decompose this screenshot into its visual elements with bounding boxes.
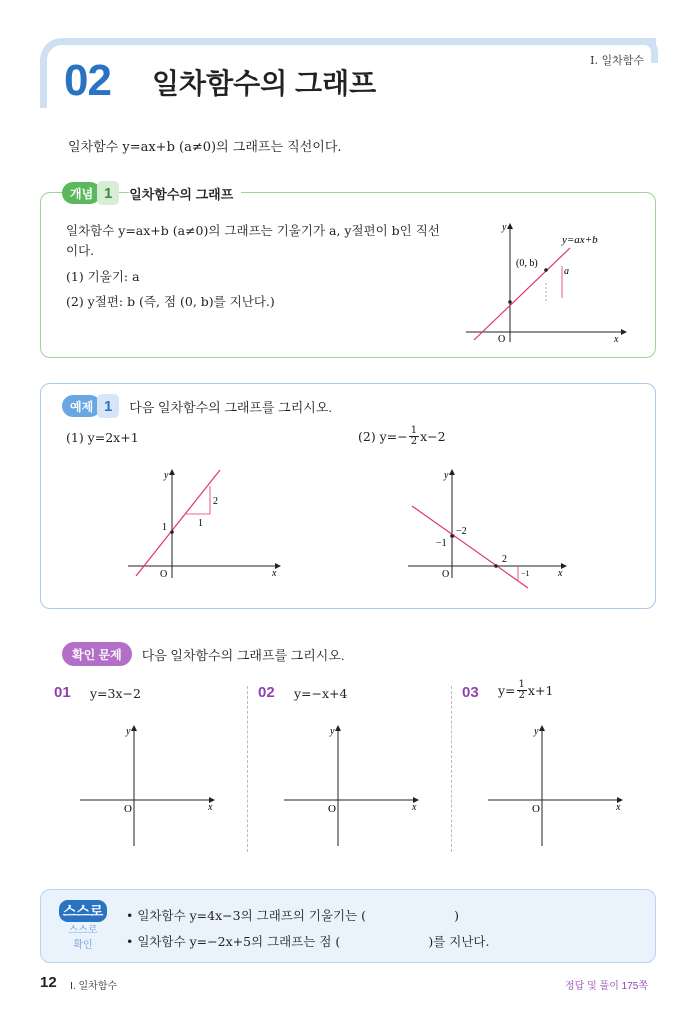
fraction-numerator: 1 bbox=[410, 425, 418, 436]
svg-text:y: y bbox=[164, 470, 169, 481]
graph-line bbox=[412, 506, 528, 588]
concept-line-1: 일차함수 y=ax+b (a≠0)의 그래프는 기울기가 a, y절편이 b인 직선 bbox=[66, 223, 440, 238]
svg-text:O: O bbox=[442, 569, 450, 580]
section-number: 02 bbox=[64, 56, 111, 105]
blank-axes-1 bbox=[78, 722, 218, 848]
graph-line-label: y=ax+b bbox=[562, 234, 598, 246]
answer-reference: 정답 및 풀이 175쪽 bbox=[565, 981, 648, 992]
check-tag-label: 확인 문제 bbox=[62, 642, 132, 666]
svg-text:−2: −2 bbox=[456, 526, 467, 537]
concept-line-2: 이다. bbox=[66, 243, 95, 258]
concept-title: 일차함수의 그래프 bbox=[129, 184, 241, 203]
divider bbox=[451, 686, 452, 852]
self-check-logo-sub2: 확인 bbox=[73, 940, 93, 951]
svg-text:y: y bbox=[330, 726, 335, 737]
fraction: $\frac{1}{2}$ bbox=[518, 679, 525, 701]
check-problem-number-2: 02 bbox=[258, 684, 275, 701]
blank-axes-3 bbox=[486, 722, 626, 848]
svg-text:1: 1 bbox=[198, 518, 203, 529]
svg-text:x: x bbox=[272, 568, 277, 579]
concept-tag-number: 1 bbox=[97, 181, 119, 205]
fraction bbox=[409, 426, 419, 447]
point-0-b bbox=[544, 268, 548, 272]
chapter-label: Ⅰ. 일차함수 bbox=[590, 54, 644, 67]
svg-text:x: x bbox=[558, 568, 563, 579]
self-check-box bbox=[40, 889, 656, 963]
self-check-item-2: • 일차함수 y=−2x+5의 그래프는 점 ( )를 지난다. bbox=[126, 934, 490, 949]
svg-text:O: O bbox=[328, 803, 336, 815]
self-check-logo-sub1: 스스로 bbox=[68, 925, 98, 936]
origin-label: O bbox=[498, 334, 506, 345]
check-tag bbox=[62, 642, 345, 666]
example-problem-1: (1) y=2x+1 bbox=[66, 430, 139, 445]
example-problem-2-post: x−2 bbox=[420, 429, 446, 444]
svg-text:x: x bbox=[208, 802, 213, 813]
example-instruction: 다음 일차함수의 그래프를 그리시오. bbox=[129, 397, 340, 416]
divider bbox=[247, 686, 248, 852]
self-check-logo-main: 스스로 bbox=[59, 900, 108, 922]
example-tag bbox=[62, 394, 340, 418]
y-axis-label: y bbox=[502, 222, 507, 233]
svg-text:−1: −1 bbox=[436, 538, 447, 549]
svg-text:y: y bbox=[126, 726, 131, 737]
graph-line bbox=[136, 470, 220, 576]
footer-chapter: Ⅰ. 일차함수 bbox=[70, 981, 118, 992]
example-graph-2 bbox=[404, 464, 574, 592]
example-problem-2-pre: (2) y=− bbox=[358, 429, 408, 444]
check-problem-number-1: 01 bbox=[54, 684, 71, 701]
fraction-denominator: 2 bbox=[410, 436, 418, 447]
section-title: 일차함수의 그래프 bbox=[152, 68, 377, 99]
example-tag-number: 1 bbox=[97, 394, 119, 418]
slope-label: a bbox=[564, 266, 569, 277]
svg-text:2: 2 bbox=[502, 554, 507, 565]
svg-text:−1: −1 bbox=[521, 569, 530, 578]
intro-text: 일차함수 y=ax+b (a≠0)의 그래프는 직선이다. bbox=[68, 140, 342, 155]
concept-item-slope: (1) 기울기: a bbox=[66, 269, 140, 284]
svg-text:y: y bbox=[444, 470, 449, 481]
svg-text:1: 1 bbox=[162, 522, 167, 533]
concept-tag-label: 개념 bbox=[62, 182, 101, 204]
blank-axes-2 bbox=[282, 722, 422, 848]
self-check-item-1: • 일차함수 y=4x−3의 그래프의 기울기는 ( ) bbox=[126, 908, 459, 923]
svg-text:y: y bbox=[534, 726, 539, 737]
page-number: 12 bbox=[40, 974, 57, 991]
example-graph-1 bbox=[124, 464, 286, 582]
concept-graph bbox=[462, 218, 632, 346]
check-problem-eq-3: y= $\frac{1}{2}$ x+1 bbox=[498, 679, 554, 701]
x-axis-label: x bbox=[614, 334, 619, 345]
example-tag-label: 예제 bbox=[62, 395, 101, 417]
y-intercept-point bbox=[508, 300, 512, 304]
point-label: (0, b) bbox=[516, 258, 538, 269]
check-problem-eq-1: y=3x−2 bbox=[90, 686, 141, 701]
concept-item-intercept: (2) y절편: b (즉, 점 (0, b)를 지난다.) bbox=[66, 294, 275, 309]
svg-text:O: O bbox=[160, 569, 168, 580]
example-problem-2 bbox=[358, 426, 446, 447]
check-problem-number-3: 03 bbox=[462, 684, 479, 701]
svg-text:x: x bbox=[412, 802, 417, 813]
self-check-logo bbox=[58, 900, 108, 952]
check-problem-eq-2: y=−x+4 bbox=[294, 686, 348, 701]
svg-text:O: O bbox=[124, 803, 132, 815]
svg-text:O: O bbox=[532, 803, 540, 815]
concept-tag bbox=[62, 181, 241, 205]
svg-text:2: 2 bbox=[213, 496, 218, 507]
svg-text:x: x bbox=[616, 802, 621, 813]
check-instruction: 다음 일차함수의 그래프를 그리시오. bbox=[141, 647, 345, 663]
